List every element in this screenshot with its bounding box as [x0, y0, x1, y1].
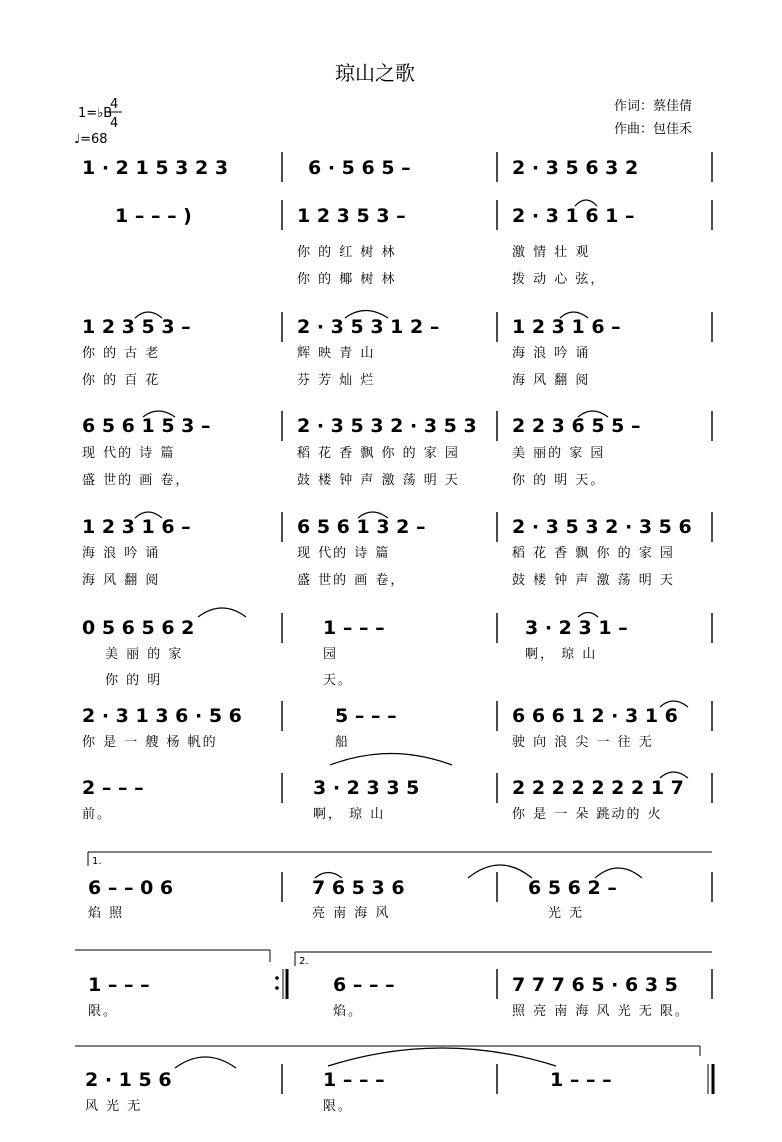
score-row-6 [82, 608, 712, 688]
lyric-line: 你 的 红 树 林 [297, 245, 397, 260]
score-row-1 [82, 152, 712, 182]
lyric-line: 你 的 明 [105, 673, 163, 688]
lyric-line: 限。 [323, 1099, 354, 1114]
volta-bracket-2 [75, 950, 712, 967]
lyric-line: 盛 世的 画 卷， [82, 473, 191, 488]
measure: 1 2 3 5 3 – [297, 205, 406, 227]
measure: 2 · 3 1 3 6 · 5 6 [82, 705, 242, 727]
volta-bracket-3 [75, 1046, 700, 1056]
lyric-line: 你 的 古 老 [82, 346, 161, 361]
measure: 1 2 3 1 6 – [512, 316, 621, 338]
measure: 1 2 3 5 3 – [82, 316, 191, 338]
lyric-line: 鼓 楼 钟 声 激 荡 明 天 [297, 473, 460, 488]
lyric-line: 啊， 琼 山 [313, 807, 386, 822]
measure: 2 · 3 5 3 2 · 3 5 3 [297, 415, 477, 437]
svg-text:4: 4 [110, 116, 119, 131]
measure: 6 · 5 6 5 – [308, 157, 411, 179]
lyric-line: 现 代的 诗 篇 [82, 446, 176, 461]
lyric-line: 你 的 椰 树 林 [297, 272, 397, 287]
lyric-line: 盛 世的 画 卷， [297, 573, 406, 588]
final-bar-line [708, 1064, 713, 1094]
measure: 2 · 1 5 6 [85, 1069, 172, 1091]
score-row-4 [82, 411, 712, 488]
lyric-line: 激 情 壮 观 [512, 245, 591, 260]
measure: 5 – – – [335, 705, 397, 727]
lyric-line: 你 是 一 朵 跳动的 火 [512, 807, 663, 822]
lyric-line: 啊， 琼 山 [525, 647, 598, 662]
measure: 2 · 3 5 3 2 · 3 5 6 [512, 516, 692, 538]
lyric-line: 前。 [82, 807, 113, 822]
lyric-line: 海 浪 吟 诵 [82, 546, 161, 561]
lyric-line: 驶 向 浪 尖 一 往 无 [512, 735, 654, 750]
lyric-line: 你 的 百 花 [82, 373, 161, 388]
lyric-line: 海 风 翻 阅 [82, 573, 161, 588]
lyric-line: 焰 照 [88, 906, 125, 921]
measure: 1 – – – [88, 974, 150, 996]
lyric-line: 照 亮 南 海 风 光 无 限。 [512, 1004, 690, 1019]
lyric-line: 现 代的 诗 篇 [297, 546, 391, 561]
measure: 6 5 6 2 – [528, 877, 617, 899]
measure: 2 2 3 6 5 5 – [512, 415, 641, 437]
measure: 3 · 2 3 1 – [525, 617, 628, 639]
lyric-line: 海 风 翻 阅 [512, 373, 591, 388]
measure: 6 5 6 1 5 3 – [82, 415, 211, 437]
key-signature [78, 97, 122, 131]
lyricist-credit: 作词：蔡佳倩 [614, 99, 693, 114]
measure: 2 · 3 5 6 3 2 [512, 157, 639, 179]
score-row-2 [115, 200, 712, 287]
score-row-11 [85, 1048, 713, 1114]
lyric-line: 园 [323, 647, 339, 662]
svg-text:1.: 1. [92, 856, 102, 867]
lyric-line: 风 光 无 [85, 1099, 143, 1114]
lyric-line: 天。 [323, 673, 354, 688]
score-row-5 [82, 512, 712, 588]
lyric-line: 海 浪 吟 诵 [512, 346, 591, 361]
measure: 1 – – – [323, 617, 385, 639]
measure: 0 5 6 5 6 2 [82, 617, 195, 639]
score-row-7 [82, 701, 712, 750]
song-title: 琼山之歌 [335, 61, 415, 85]
composer-credit: 作曲：包佳禾 [614, 122, 693, 137]
lyric-line: 光 无 [548, 906, 585, 921]
measure: 2 · 3 1 6 1 – [512, 205, 635, 227]
lyric-line: 芬 芳 灿 烂 [297, 373, 376, 388]
svg-text:2.: 2. [299, 956, 309, 967]
measure: 3 · 2 3 3 5 [313, 777, 420, 799]
lyric-line: 美 丽 的 家 [105, 647, 184, 662]
measure: 7 7 7 6 5 · 6 3 5 [512, 974, 678, 996]
lyric-line: 限。 [88, 1004, 119, 1019]
measure: 1 · 2 1 5 3 2 3 [82, 157, 229, 179]
measure: 2 · 3 5 3 1 2 – [297, 316, 440, 338]
lyric-line: 焰。 [333, 1004, 364, 1019]
measure: 1 – – – ) [115, 205, 192, 227]
lyric-line: 你 是 一 艘 杨 帆的 [82, 735, 218, 750]
measure: 1 – – – [323, 1069, 385, 1091]
lyric-line: 鼓 楼 钟 声 激 荡 明 天 [512, 573, 675, 588]
score-row-10 [88, 969, 712, 1019]
lyric-line: 稻 花 香 飘 你 的 家 园 [512, 546, 675, 561]
measure: 6 – – 0 6 [88, 877, 174, 899]
lyric-line: 你 的 明 天。 [512, 473, 606, 488]
tempo-mark: ♩=68 [74, 132, 108, 147]
svg-text:4: 4 [110, 97, 119, 112]
measure: 1 2 3 1 6 – [82, 516, 191, 538]
lyric-line: 稻 花 香 飘 你 的 家 园 [297, 446, 460, 461]
score-row-3 [82, 311, 712, 389]
measure: 7 6 5 3 6 [312, 877, 405, 899]
measure: 6 – – – [333, 974, 395, 996]
measure: 2 2 2 2 2 2 2 1 7 [512, 777, 684, 799]
measure: 6 6 6 1 2 · 3 1 6 [512, 705, 678, 727]
svg-text:1=♭B: 1=♭B [78, 106, 113, 121]
measure: 6 5 6 1 3 2 – [297, 516, 426, 538]
lyric-line: 辉 映 青 山 [297, 346, 376, 361]
lyric-line: 亮 南 海 风 [312, 906, 391, 921]
measure: 1 – – – [550, 1069, 612, 1091]
score-row-8 [82, 754, 712, 823]
measure: 2 – – – [82, 777, 144, 799]
score-row-9 [88, 865, 712, 921]
lyric-line: 船 [335, 735, 351, 750]
volta-bracket-1 [88, 852, 712, 867]
lyric-line: 拨 动 心 弦， [512, 272, 606, 287]
repeat-sign [275, 969, 287, 999]
lyric-line: 美 丽的 家 园 [512, 446, 606, 461]
